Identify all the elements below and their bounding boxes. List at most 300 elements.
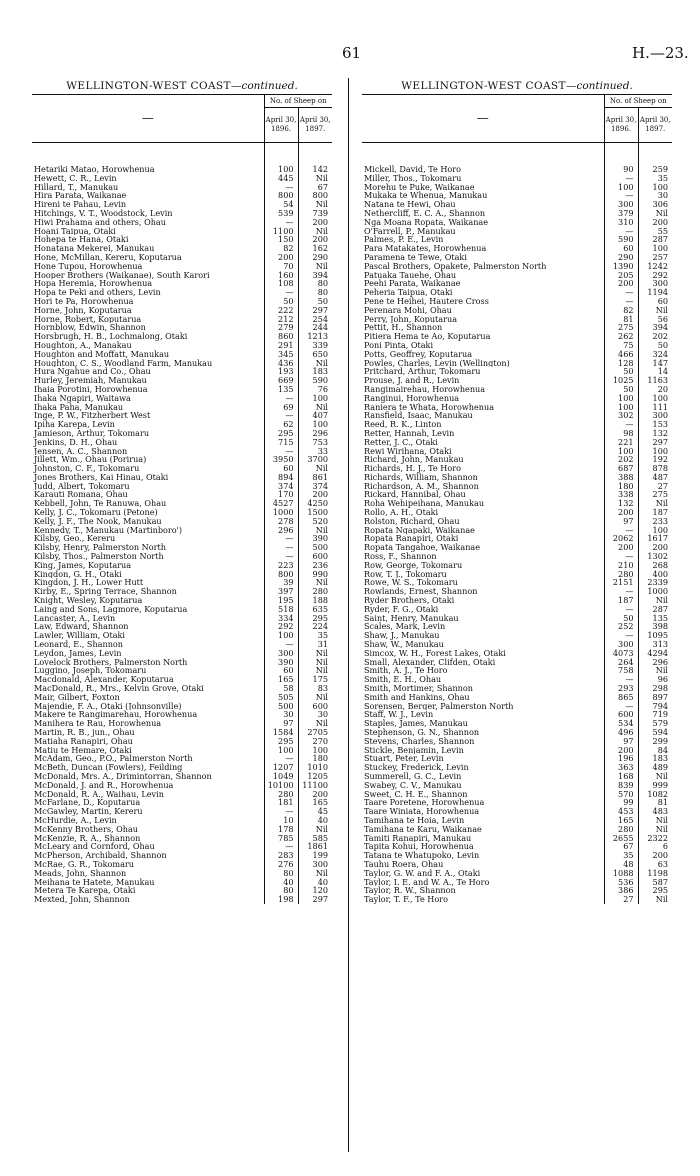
table-row	[362, 763, 672, 772]
owner-name: Roha Wehipeihana, Manukau	[364, 499, 485, 509]
sheep-1897: 300	[298, 860, 332, 869]
sheep-1896: —	[264, 754, 298, 763]
sheep-1897: 861	[298, 473, 332, 482]
sheep-1897: 500	[298, 543, 332, 552]
table-row	[362, 183, 672, 192]
sheep-1897: Nil	[638, 816, 672, 825]
owner-name: Nga Moana Ropata, Waikanae	[364, 217, 489, 227]
table-row	[32, 807, 332, 816]
sheep-1896: 223	[264, 561, 298, 570]
table-row	[362, 218, 672, 227]
section-title: WELLINGTON-WEST COAST	[66, 80, 231, 92]
owner-name: Kilsby, Henry, Palmerston North	[34, 543, 166, 553]
sheep-1896: 279	[264, 323, 298, 332]
sheep-1896: 466	[604, 350, 638, 359]
table-row	[362, 614, 672, 623]
sheep-1896: 100	[604, 394, 638, 403]
sheep-1896: 860	[264, 332, 298, 341]
table-row	[362, 631, 672, 640]
owner-name: Powles, Charles, Levin (Wellington)	[364, 358, 510, 368]
table-row	[32, 728, 332, 737]
owner-name: Jillett, Wm., Ohau (Porirua)	[34, 455, 147, 465]
table-row	[362, 209, 672, 218]
sheep-1897: 650	[298, 350, 332, 359]
owner-name: Horne, Robert, Koputarua	[34, 314, 142, 324]
owner-name: Leonard, E., Shannon	[34, 640, 123, 649]
sheep-1896: 894	[264, 473, 298, 482]
owner-name: Retter, Hannah, Levin	[364, 428, 455, 438]
owner-name: Summerell, G. C., Levin	[364, 771, 462, 781]
sheep-1896: 50	[604, 614, 638, 623]
owner-name: Jensen, A. C., Shannon	[34, 446, 128, 456]
sheep-1897: 55	[638, 227, 672, 236]
table-row	[32, 684, 332, 693]
sheep-1897: 236	[298, 561, 332, 570]
sheep-1896: 338	[604, 490, 638, 499]
table-row	[362, 702, 672, 711]
table-row	[32, 587, 332, 596]
sheep-1896: 295	[264, 737, 298, 746]
owner-name: Peheria Taipua, Otaki	[364, 288, 453, 297]
owner-name: Rollo, A. H., Otaki	[364, 508, 439, 517]
table-row	[362, 816, 672, 825]
table-row	[362, 570, 672, 579]
sheep-1896: 70	[264, 262, 298, 271]
sheep-1896: 69	[264, 403, 298, 412]
sheep-1897: 200	[638, 218, 672, 227]
table-row	[362, 253, 672, 262]
sheep-1897: 257	[638, 253, 672, 262]
sheep-1897: 394	[298, 271, 332, 280]
sheep-1897: 6	[638, 842, 672, 851]
table-row	[32, 851, 332, 860]
sheep-1897: 27	[638, 482, 672, 491]
sheep-1896: 1390	[604, 262, 638, 271]
table-row	[362, 394, 672, 403]
owner-name: Hori te Pa, Horowhenua	[34, 296, 134, 306]
sheep-1897: 2705	[298, 728, 332, 737]
table-row	[32, 781, 332, 790]
sheep-1897: 33	[298, 447, 332, 456]
sheep-1897: 587	[638, 878, 672, 887]
sheep-1897: 233	[638, 517, 672, 526]
owner-name: Tapita Kohui, Horowhenua	[364, 842, 474, 852]
sheep-1896: 1100	[264, 227, 298, 236]
sheep-1896: —	[264, 183, 298, 192]
table-row	[362, 746, 672, 755]
sheep-1897: 719	[638, 710, 672, 719]
owner-name: Inge, P. W., Fitzherbert West	[34, 411, 151, 421]
sheep-1896: 30	[264, 710, 298, 719]
sheep-1897: 35	[298, 631, 332, 640]
sheep-1896: 600	[604, 710, 638, 719]
table-row	[32, 279, 332, 288]
owner-name: McGawley, Martin, Kereru	[34, 807, 143, 816]
table-row	[362, 693, 672, 702]
sheep-1897: 192	[638, 455, 672, 464]
sheep-1896: 67	[604, 842, 638, 851]
sheep-1897: 287	[638, 235, 672, 244]
sheep-1896: —	[604, 191, 638, 200]
owner-name: Hornblow, Edwin, Shannon	[34, 323, 146, 333]
sheep-1897: 100	[298, 420, 332, 429]
table-row	[362, 552, 672, 561]
owner-name: Hurley, Jeremiah, Manukau	[34, 376, 147, 385]
sheep-1897: 270	[298, 737, 332, 746]
sheep-1896: 1207	[264, 763, 298, 772]
owner-name: Rickard, Hannibal, Ohau	[364, 490, 466, 500]
table-row	[32, 473, 332, 482]
sheep-1896: 374	[264, 482, 298, 491]
sheep-1897: 296	[298, 429, 332, 438]
owner-name: Taare Winiata, Horowhenua	[364, 807, 480, 816]
sheep-1896: 200	[604, 543, 638, 552]
table-row	[32, 895, 332, 904]
left-column	[32, 78, 332, 904]
sheep-1896: 2655	[604, 834, 638, 843]
table-row	[362, 200, 672, 209]
sheep-1896: 293	[604, 684, 638, 693]
sheep-1896: 500	[264, 702, 298, 711]
sheep-1896: 300	[604, 200, 638, 209]
owner-name: Taare Poretene, Horowhenua	[364, 798, 485, 808]
sheep-1897: 165	[298, 798, 332, 807]
sheep-1897: 200	[298, 790, 332, 799]
sheep-1897: 100	[298, 746, 332, 755]
table-row	[32, 842, 332, 851]
owner-name: Pritchard, Arthur, Tokomaru	[364, 367, 481, 377]
sheep-1897: 63	[638, 860, 672, 869]
table-row	[32, 640, 332, 649]
owner-name: Ropata Tangahoe, Waikanae	[364, 543, 481, 553]
owner-name: Taylor, R. W., Shannon	[364, 886, 456, 896]
table-row	[362, 798, 672, 807]
sheep-1897: 83	[298, 684, 332, 693]
owner-name: Ranginui, Horowhenua	[364, 393, 460, 403]
owner-name: Hiwi Prahama and others, Ohau	[34, 217, 166, 227]
sheep-1897: 100	[638, 394, 672, 403]
owner-name: MacDonald, R., Mrs., Kelvin Grove, Otaki	[34, 684, 204, 693]
sheep-1896: 50	[264, 297, 298, 306]
sheep-1897: 398	[638, 622, 672, 631]
table-row	[32, 420, 332, 429]
table-row	[362, 297, 672, 306]
owner-name: Lawler, William, Otaki	[34, 631, 126, 641]
sheep-1896: 170	[264, 490, 298, 499]
owner-name: Ipiha Karepa, Levin	[34, 420, 115, 429]
sheep-1896: 99	[604, 798, 638, 807]
sheep-1897: 96	[638, 675, 672, 684]
table-row	[362, 420, 672, 429]
table-row	[32, 183, 332, 192]
table-row	[32, 834, 332, 843]
owner-name: McDonald, R. A., Waihau, Levin	[34, 789, 164, 799]
owner-name: Stickle, Benjamin, Levin	[364, 745, 464, 755]
sheep-1897: 14	[638, 367, 672, 376]
sheep-1897: 275	[638, 490, 672, 499]
owner-name: Kebbell, John, Te Ranuwa, Ohau	[34, 499, 167, 509]
sheep-1896: 81	[604, 315, 638, 324]
sheep-1897: Nil	[298, 825, 332, 834]
sheep-1896: 82	[264, 244, 298, 253]
sheep-1896: 200	[264, 253, 298, 262]
table-row	[362, 482, 672, 491]
table-row	[362, 737, 672, 746]
sheep-1897: 142	[298, 165, 332, 174]
owner-name: McDonald, Mrs. A., Drimintorran, Shannon	[34, 771, 212, 781]
sheep-1897: 292	[638, 271, 672, 280]
table-row	[362, 834, 672, 843]
sheep-1896: 100	[264, 631, 298, 640]
owner-name: Ryder Brothers, Otaki	[364, 596, 455, 605]
sheep-1896: —	[604, 587, 638, 596]
owner-name: Staff, W. J., Levin	[364, 710, 434, 720]
sheep-1897: Nil	[298, 719, 332, 728]
sheep-1897: 81	[638, 798, 672, 807]
owner-name: Jenkins, D. H., Ohau	[34, 437, 118, 447]
page-number: 61	[342, 44, 362, 62]
sheep-1897: 290	[298, 253, 332, 262]
owner-name: Kilsby, Geo., Kereru	[34, 534, 116, 544]
sheep-1897: 30	[638, 191, 672, 200]
sheep-1896: 379	[604, 209, 638, 218]
sheep-1897: 594	[638, 728, 672, 737]
sheep-1896: 181	[264, 798, 298, 807]
table-row	[362, 596, 672, 605]
sheep-1896: 839	[604, 781, 638, 790]
sheep-1897: 999	[638, 781, 672, 790]
table-row	[32, 631, 332, 640]
sheep-1896: 397	[264, 587, 298, 596]
table-row	[362, 754, 672, 763]
table-row	[362, 323, 672, 332]
owner-name: Ransfield, Isaac, Manukau	[364, 411, 473, 421]
sheep-1896: 165	[604, 816, 638, 825]
name-column-header: —	[362, 95, 604, 143]
sheep-1897: 147	[638, 359, 672, 368]
sheep-1897: 183	[298, 367, 332, 376]
sheep-1896: 687	[604, 464, 638, 473]
sheep-1897: 2322	[638, 834, 672, 843]
sheep-1897: Nil	[638, 666, 672, 675]
owner-name: Smith, E. H., Ohau	[364, 675, 442, 685]
owner-name: Horne, John, Koputarua	[34, 305, 132, 315]
sheep-1897: 175	[298, 675, 332, 684]
table-row	[362, 675, 672, 684]
owner-name: Leydon, James, Levin	[34, 648, 122, 658]
owner-name: Perenara Mohi, Ohau	[364, 305, 452, 315]
owner-name: Richards, H. J., Te Horo	[364, 464, 461, 473]
sheep-1896: 295	[264, 429, 298, 438]
sheep-1896: 280	[604, 825, 638, 834]
sheep-1897: Nil	[638, 499, 672, 508]
table-row	[32, 174, 332, 183]
sheep-1896: 758	[604, 666, 638, 675]
owner-name: Rangimairehau, Horowhenua	[364, 384, 486, 394]
table-row	[32, 464, 332, 473]
owner-name: Luggino, Joseph, Tokomaru	[34, 666, 147, 676]
owner-name: Palmes, P. E., Levin	[364, 235, 444, 245]
sheep-1896: 275	[604, 323, 638, 332]
owner-name: Rowe, W. S., Tokomaru	[364, 578, 458, 588]
sheep-1896: 62	[264, 420, 298, 429]
sheep-1896: 800	[264, 570, 298, 579]
owner-name: Hone Tupou, Horowhenua	[34, 261, 143, 271]
sheep-1896: 187	[604, 596, 638, 605]
sheep-1897: 111	[638, 403, 672, 412]
sheep-1897: 297	[298, 895, 332, 904]
sheep-1897: Nil	[638, 306, 672, 315]
sheep-1896: 536	[604, 878, 638, 887]
table-row	[32, 534, 332, 543]
sheep-1896: 276	[264, 860, 298, 869]
sheep-1897: 200	[298, 235, 332, 244]
owner-name: McFarlane, D., Koputarua	[34, 798, 141, 808]
sheep-1897: 200	[638, 851, 672, 860]
owner-name: Richards, William, Shannon	[364, 472, 478, 482]
sheep-1897: 40	[298, 816, 332, 825]
owner-name: Taylor, I. E. and W. A., Te Horo	[364, 877, 490, 887]
table-row	[362, 640, 672, 649]
owner-name: Morehu te Puke, Waikanae	[364, 182, 475, 192]
sheep-1897: 224	[298, 622, 332, 631]
owner-name: Johnston, C. F., Tokomaru	[34, 464, 140, 473]
sheep-1897: 4294	[638, 649, 672, 658]
sheep-1896: 2151	[604, 578, 638, 587]
table-row	[362, 315, 672, 324]
sheep-1896: 3950	[264, 455, 298, 464]
sheep-1896: 222	[264, 306, 298, 315]
table-body-right	[362, 143, 672, 904]
sheep-1897: 1082	[638, 790, 672, 799]
sheep-1896: 390	[264, 658, 298, 667]
sheep-1897: Nil	[298, 869, 332, 878]
owner-name: McKenzie, R. A., Shannon	[34, 833, 141, 843]
sheep-1896: 4527	[264, 499, 298, 508]
table-row	[362, 622, 672, 631]
sheep-1897: 200	[638, 543, 672, 552]
sheep-1897: 878	[638, 464, 672, 473]
table-row	[32, 878, 332, 887]
sheep-count-header: No. of Sheep on	[604, 95, 672, 108]
table-row	[362, 710, 672, 719]
owner-name: Reed, R. K., Linton	[364, 420, 442, 429]
sheep-1896: 80	[264, 869, 298, 878]
sheep-1896: 97	[604, 737, 638, 746]
table-row	[32, 367, 332, 376]
sheep-1896: 193	[264, 367, 298, 376]
table-row	[32, 332, 332, 341]
table-row	[362, 499, 672, 508]
sheep-1896: —	[264, 807, 298, 816]
owner-name: Pene te Heihei, Hautere Cross	[364, 296, 489, 306]
owner-name: Hopa Heremia, Horowhenua	[34, 279, 153, 289]
sheep-1897: 1010	[298, 763, 332, 772]
sheep-1897: 84	[638, 746, 672, 755]
owner-name: Rolston, Richard, Ohau	[364, 516, 460, 526]
sheep-1897: 300	[638, 411, 672, 420]
owner-name: Law, Edward, Shannon	[34, 622, 129, 632]
sheep-1897: 50	[638, 341, 672, 350]
sheep-1896: 202	[604, 455, 638, 464]
table-row	[362, 578, 672, 587]
owner-name: Patuaka Tauehe, Ohau	[364, 270, 457, 280]
table-row	[362, 543, 672, 552]
owner-name: McAdam, Geo., P.O., Palmerston North	[34, 754, 193, 764]
sheep-1897: Nil	[298, 262, 332, 271]
sheep-1897: 20	[638, 385, 672, 394]
date-1896-header: April 30, 1896.	[264, 108, 298, 143]
sheep-1897: 200	[298, 490, 332, 499]
table-row	[32, 737, 332, 746]
table-row	[32, 666, 332, 675]
sheep-1897: 1095	[638, 631, 672, 640]
owner-name: Tatana te Whatupoko, Levin	[364, 851, 480, 860]
table-row	[32, 886, 332, 895]
sheep-1896: 534	[604, 719, 638, 728]
sheep-1897: 80	[298, 279, 332, 288]
table-row	[32, 816, 332, 825]
table-row	[362, 288, 672, 297]
owner-name: Prouse, J. and R., Levin	[364, 376, 460, 385]
sheep-1897: 390	[298, 534, 332, 543]
owner-name: Mair, Gilbert, Foxton	[34, 692, 120, 702]
sheep-1897: Nil	[298, 578, 332, 587]
owner-name: Kelly, J. C., Tokomaru (Petone)	[34, 508, 158, 517]
owner-name: Kirby, E., Spring Terrace, Shannon	[34, 587, 177, 597]
table-row	[362, 359, 672, 368]
owner-name: Lancaster, A., Levin	[34, 613, 116, 623]
owner-name: Houghton, A., Manakau	[34, 340, 132, 350]
table-row	[32, 200, 332, 209]
sheep-1896: —	[604, 631, 638, 640]
sheep-1896: 280	[604, 570, 638, 579]
sheep-1896: 168	[604, 772, 638, 781]
sheep-1897: Nil	[298, 526, 332, 535]
sheep-1897: Nil	[298, 174, 332, 183]
sheep-1896: 27	[604, 895, 638, 904]
right-column	[362, 78, 672, 904]
owner-name: Row, T. J., Tokomaru	[364, 569, 447, 579]
table-row	[32, 622, 332, 631]
owner-name: Kilsby, Thos., Palmerston North	[34, 552, 164, 561]
sheep-1897: 1163	[638, 376, 672, 385]
sheep-1897: Nil	[298, 227, 332, 236]
sheep-1896: —	[264, 842, 298, 851]
owner-name: Richardson, A. M., Shannon	[364, 481, 479, 491]
document-code: H.—23.	[632, 44, 689, 62]
owner-name: Ropata Ranapiri, Otaki	[364, 534, 459, 544]
owner-name: Stuart, Peter, Levin	[364, 754, 444, 764]
owner-name: Pitiera Hema te Ao, Koputarua	[364, 332, 491, 341]
table-row	[362, 807, 672, 816]
sheep-1896: 10	[264, 816, 298, 825]
sheep-1896: 40	[264, 878, 298, 887]
table-row	[32, 860, 332, 869]
sheep-1896: 97	[604, 517, 638, 526]
sheep-1896: 50	[604, 367, 638, 376]
sheep-1896: 205	[604, 271, 638, 280]
owner-name: Row, George, Tokomaru	[364, 560, 463, 570]
column-divider	[348, 78, 349, 1152]
sheep-1896: —	[604, 675, 638, 684]
section-title: WELLINGTON-WEST COAST	[401, 80, 566, 92]
sheep-1897: 1194	[638, 288, 672, 297]
owner-name: McRae, G. R., Tokomaru	[34, 859, 134, 869]
sheep-1897: Nil	[638, 895, 672, 904]
table-row	[32, 543, 332, 552]
sheep-1897: 76	[298, 385, 332, 394]
